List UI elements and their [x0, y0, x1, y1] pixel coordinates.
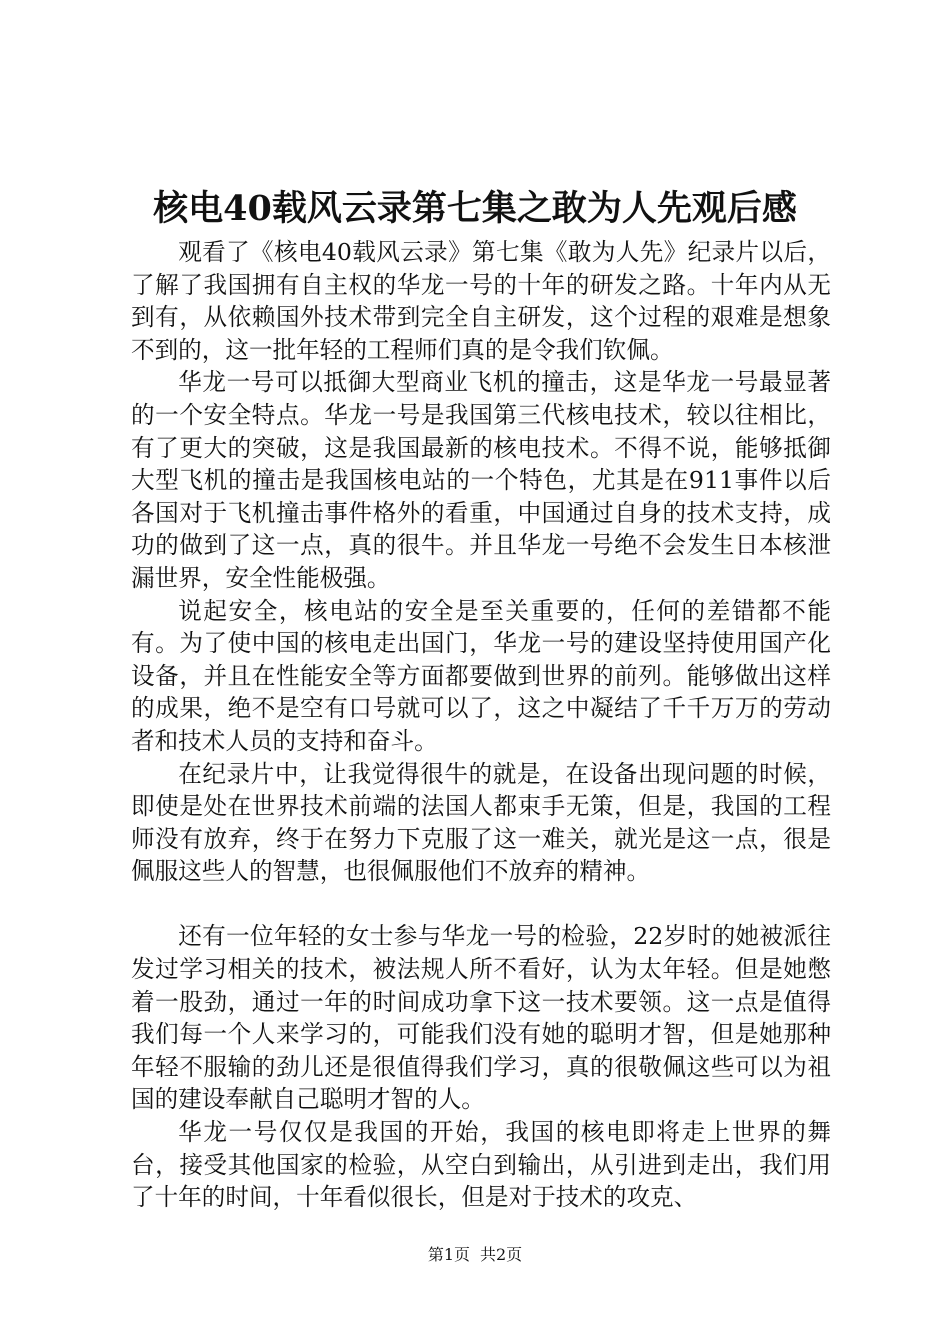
document-body [131, 236, 831, 1214]
page-number-total: 共2页 [480, 1245, 523, 1264]
paragraph-4: 在纪录片中，让我觉得很牛的就是，在设备出现问题的时候，即使是处在世界技术前端的法国人都束手无策，但是，我国的工程师没有放弃，终于在努力下克服了这一难关，就光是这一点，很是佩服这些人的智慧，也很佩服他们不放弃的精神。 [131, 759, 831, 886]
paragraph-2: 华龙一号可以抵御大型商业飞机的撞击，这是华龙一号最显著的一个安全特点。华龙一号是我国第三代核电技术，较以往相比，有了更大的突破，这是我国最新的核电技术。不得不说，能够抵御大型飞机的撞击是我国核电站的一个特色，尤其是在911事件以后各国对于飞机撞击事件格外的看重，中国通过自身的技术支持，成功的做到了这一点，真的很牛。并且华龙一号绝不会发生日本核泄漏世界，安全性能极强。 [131, 368, 831, 592]
page-number-current: 第1页 [427, 1245, 470, 1264]
paragraph-5: 还有一位年轻的女士参与华龙一号的检验，22岁时的她被派往发过学习相关的技术，被法规人所不看好，认为太年轻。但是她憋着一股劲，通过一年的时间成功拿下这一技术要领。这一点是值得我们每一个人来学习的，可能我们没有她的聪明才智，但是她那种年轻不服输的劲儿还是很值得我们学习，真的很敬佩这些可以为祖国的建设奉献自己聪明才智的人。 [131, 922, 831, 1114]
paragraph-6: 华龙一号仅仅是我国的开始，我国的核电即将走上世界的舞台，接受其他国家的检验，从空白到输出，从引进到走出，我们用了十年的时间，十年看似很长，但是对于技术的攻克、 [131, 1118, 831, 1212]
paragraph-3: 说起安全，核电站的安全是至关重要的，任何的差错都不能有。为了使中国的核电走出国门，华龙一号的建设坚持使用国产化设备，并且在性能安全等方面都要做到世界的前列。能够做出这样的成果，绝不是空有口号就可以了，这之中凝结了千千万万的劳动者和技术人员的支持和奋斗。 [131, 596, 831, 755]
document-title: 核电40载风云录第七集之敢为人先观后感 [153, 188, 797, 229]
paragraph-1: 观看了《核电40载风云录》第七集《敢为人先》纪录片以后，了解了我国拥有自主权的华龙一号的十年的研发之路。十年内从无到有，从依赖国外技术带到完全自主研发，这个过程的艰难是想象不到的，这一批年轻的工程师们真的是令我们钦佩。 [131, 238, 831, 364]
page-footer [0, 1244, 950, 1266]
